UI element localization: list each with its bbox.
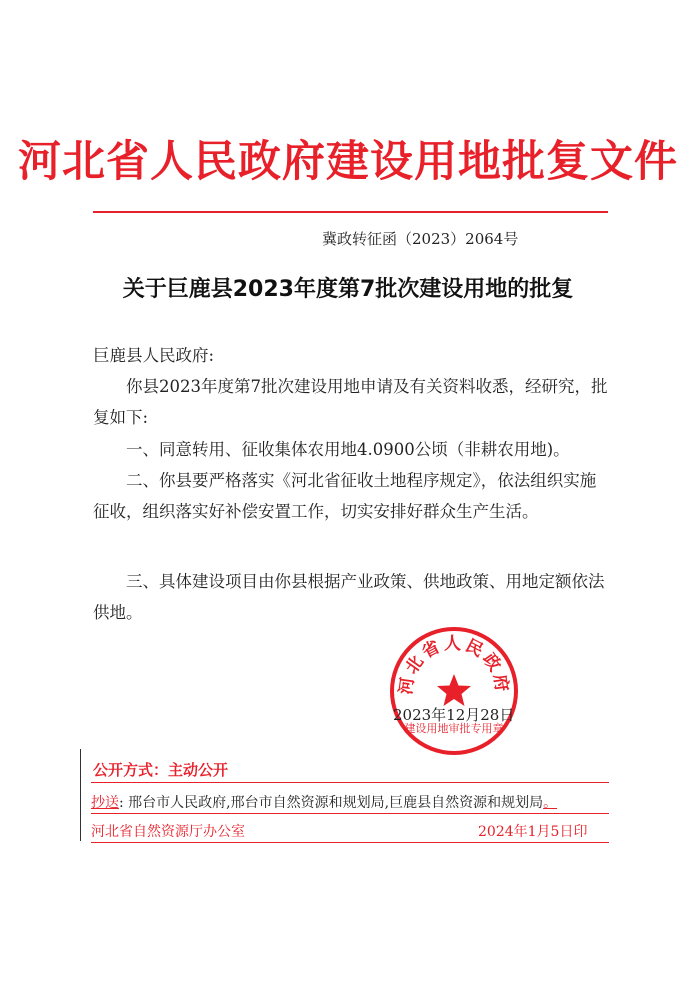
document-title: 关于巨鹿县2023年度第7批次建设用地的批复 [122,277,574,302]
footer-rule-2 [91,813,609,814]
header-red-rule [93,211,608,213]
publication-mode: 公开方式：主动公开 [93,761,229,779]
addressee: 巨鹿县人民政府: [93,346,215,365]
paragraph-item-3: 三、具体建设项目由你县根据产业政策、供地政策、用地定额依法供地。 [93,572,605,622]
seal-outer-text: 河北省人民政府 [396,634,512,696]
paragraph-item-1: 一、同意转用、征收集体农用地4.0900公顷（非耕农用地)。 [126,440,570,459]
print-date: 2024年1月5日印 [478,824,588,840]
margin-line [80,749,81,841]
seal-inner-text: 建设用地审批专用章 [404,722,504,735]
paragraph-intro: 你县2023年度第7批次建设用地申请及有关资料收悉，经研究，批复如下: [93,377,608,427]
document-number: 冀政转征函（2023）2064号 [322,230,519,248]
cc-line [91,792,557,812]
cc-recipients: : 邢台市人民政府,邢台市自然资源和规划局,巨鹿县自然资源和规划局 [119,795,544,811]
cc-end-mark: 。 [543,795,558,811]
paragraph-item-2: 二、你县要严格落实《河北省征收土地程序规定》，依法组织实施征收，组织落实好补偿安置工作，切实安排好群众生产生活。 [93,471,597,521]
seal-star-icon [437,674,471,706]
signing-date: 2023年12月28日 [393,706,515,724]
issuing-office: 河北省自然资源厅办公室 [91,824,245,840]
footer-rule-3 [91,842,609,843]
official-seal [387,624,521,758]
cc-label: 抄送 [91,795,119,811]
footer-rule-1 [91,782,609,783]
masthead-title: 河北省人民政府建设用地批复文件 [18,137,678,187]
